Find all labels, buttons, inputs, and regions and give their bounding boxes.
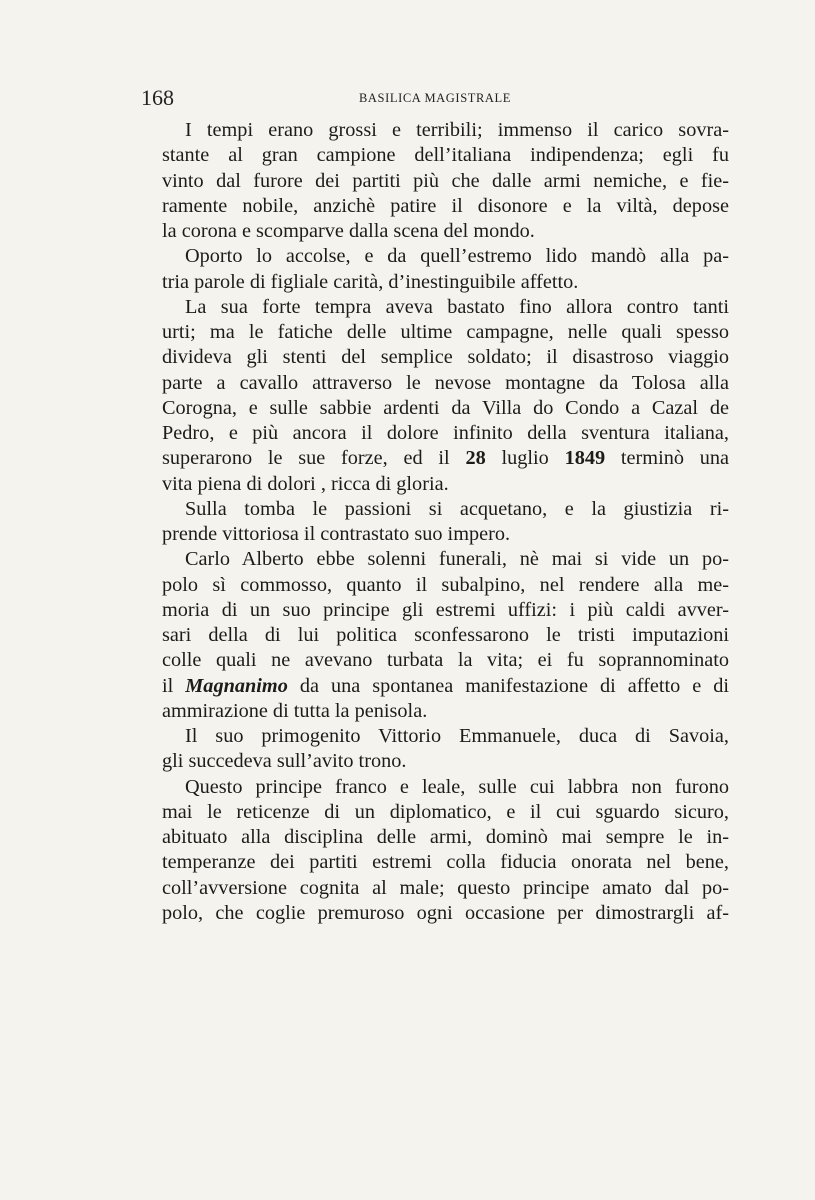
paragraph-3 xyxy=(139,295,729,497)
text-line: coll’avversione cognita al male; questo principe amato dal po- xyxy=(162,876,729,899)
text-line-with-date xyxy=(139,446,729,471)
text-line: parte a cavallo attraverso le nevose montagne da Tolosa alla xyxy=(162,371,729,394)
text-line: Il suo primogenito Vittorio Emmanuele, duca di Savoia, xyxy=(185,725,729,747)
paragraph-5 xyxy=(139,547,729,724)
text-line: stante al gran campione dell’italiana indipendenza; egli fu xyxy=(162,144,729,167)
text-line: urti; ma le fatiche delle ultime campagne, nelle quali spesso xyxy=(162,321,729,343)
date-year: 1849 xyxy=(564,447,606,470)
text-line: divideva gli stenti del semplice soldato; il disastroso viaggio xyxy=(162,346,729,369)
text-line: polo, che coglie premuroso ogni occasione per dimostrargli af- xyxy=(162,901,729,924)
text-line: Questo principe franco e leale, sulle cui labbra non furono xyxy=(185,775,729,798)
text-line: tria parole di figliale carità, d’inestinguibile affetto. xyxy=(162,270,579,293)
page-number: 168 xyxy=(141,85,174,110)
page-body xyxy=(139,118,729,926)
text-line: vita piena di dolori , ricca di gloria. xyxy=(162,472,449,495)
line-head: il xyxy=(162,674,174,697)
text-line: Sulla tomba le passioni si acquetano, e la giustizia ri- xyxy=(185,497,729,520)
line-tail: terminò una xyxy=(620,447,730,470)
text-line: sari della di lui politica sconfessarono le tristi imputazioni xyxy=(162,624,729,646)
text-line: gli succedeva sull’avito trono. xyxy=(162,750,407,773)
paragraph-2 xyxy=(139,244,729,295)
paragraph-1 xyxy=(139,118,729,244)
line-tail: da una spontanea manifestazione di affetto e di xyxy=(299,674,730,697)
text-line: Corogna, e sulle sabbie ardenti da Villa do Condo a Cazal de xyxy=(162,396,729,419)
page-header xyxy=(141,84,729,112)
text-line: ammirazione di tutta la penisola. xyxy=(162,699,428,722)
text-line: polo sì commosso, quanto il subalpino, nel rendere alla me- xyxy=(162,573,729,596)
italic-word: Magnanimo xyxy=(185,674,288,697)
text-line: Pedro, e più ancora il dolore infinito della sventura italiana, xyxy=(162,422,729,444)
paragraph-6 xyxy=(139,724,729,775)
text-line-with-italic xyxy=(139,674,729,699)
date-month: luglio xyxy=(501,447,549,470)
paragraph-4 xyxy=(139,497,729,548)
text-line: colle quali ne avevano turbata la vita; ei fu soprannominato xyxy=(162,649,729,672)
text-line: ramente nobile, anzichè patire il disonore e la viltà, depose xyxy=(162,194,729,217)
running-head: BASILICA MAGISTRALE xyxy=(358,91,512,105)
date-day: 28 xyxy=(465,447,486,470)
text-line: prende vittoriosa il contrastato suo impero. xyxy=(162,523,511,545)
text-line: La sua forte tempra aveva bastato fino allora contro tanti xyxy=(185,295,729,318)
text-line: abituato alla disciplina delle armi, dominò mai sempre le in- xyxy=(162,826,729,848)
text-line: Carlo Alberto ebbe solenni funerali, nè mai si vide un po- xyxy=(185,548,729,571)
text-line: la corona e scomparve dalla scena del mondo. xyxy=(162,220,535,242)
text-line: temperanze dei partiti estremi colla fiducia onorata nel bene, xyxy=(162,851,729,874)
text-line: mai le reticenze di un diplomatico, e il cui sguardo sicuro, xyxy=(162,800,729,823)
paragraph-7 xyxy=(139,775,729,927)
text-line: I tempi erano grossi e terribili; immenso il carico sovra- xyxy=(185,119,729,141)
line-head: superarono le sue forze, ed il xyxy=(162,447,450,470)
text-line: moria di un suo principe gli estremi uffizi: i più caldi avver- xyxy=(162,598,729,621)
text-line: Oporto lo accolse, e da quell’estremo lido mandò alla pa- xyxy=(185,245,729,268)
text-line: vinto dal furore dei partiti più che dalle armi nemiche, e fie- xyxy=(162,169,729,192)
